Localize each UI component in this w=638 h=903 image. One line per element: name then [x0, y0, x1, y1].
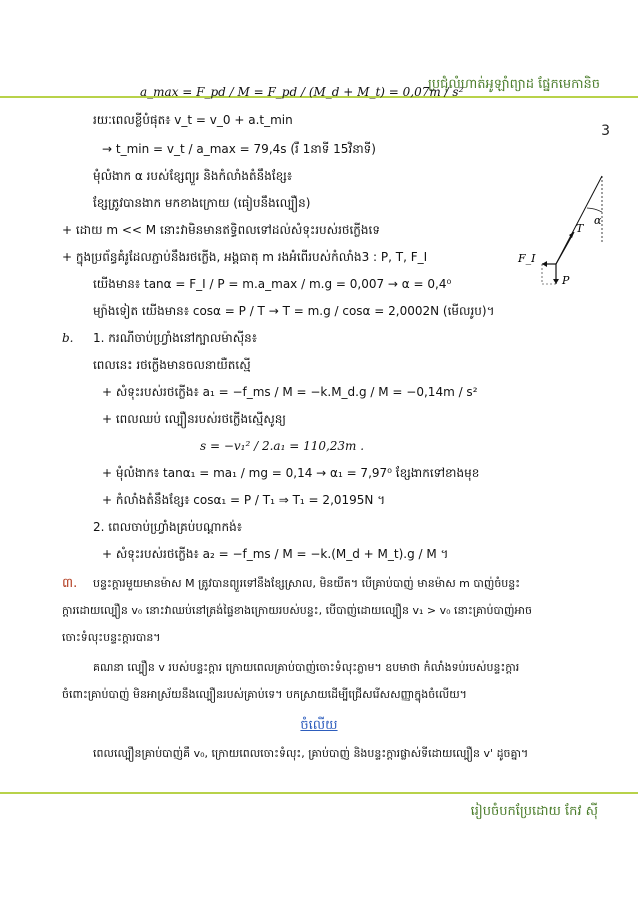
force-diagram [490, 172, 610, 292]
answer-line-1: ពេលល្បឿនគ្រាប់បាញ់គឺ v₀, ក្រោយពេលចោះទំលុះ, គ្រាប់បាញ់ និងបន្ទះក្ដារផ្លាស់ទីដោយល្បឿន v' ដូចគ្នា។ [93, 747, 529, 760]
problem-3-line-5: ចំពោះគ្រាប់បាញ់ មិនអាស្រ័យនឹងល្បឿនរបស់គ្រាប់ទេ។ បកស្រាយដើម្បីជ្រើសរើសសញ្ញាក្នុងចំលើយ។ [62, 688, 467, 701]
formula-a-max: a_max = F_pd / M = F_pd / (M_d + M_t) = 0,07m / s² [140, 85, 464, 99]
text-velocity-zero: + ពេលឈប់ ល្បឿនរបស់រថក្លើងស្មើសូន្យ [102, 412, 286, 426]
case-1-heading: 1. ករណីចាប់ហ្វ្រាំងនៅក្បាលម៉ាស៊ីន៖ [93, 331, 258, 345]
answer-heading: ចំលើយ [300, 718, 338, 733]
header-title: ប្រជុំលំហាត់អូឡាំព្យាដ ផ្នែកមេកានិច [428, 77, 600, 92]
weight-label: P [562, 274, 570, 287]
formula-a2: + សំទុះរបស់រថក្លើង៖ a₂ = −f_ms / M = −k.(M_d + M_t).g / M ។ [102, 547, 449, 561]
part-b-label: b. [62, 331, 74, 345]
formula-t1: + កំលាំងតំនឹងខ្សែ៖ cosα₁ = P / T₁ ⇒ T₁ = 2,0195N ។ [102, 493, 386, 507]
bullet-mass-negligible: + ដោយ m << M នោះវាមិនមានឥទ្ធិពលទៅដល់សំទុះរបស់រថក្លើងទេ [62, 223, 380, 237]
page-number: 3 [601, 123, 610, 139]
inertial-force-label: F_I [518, 252, 536, 265]
alpha-label: α [594, 214, 602, 227]
formula-alpha1: + មុំលំងាក៖ tanα₁ = ma₁ / mg = 0,14 → α₁ = 7,97⁰ ខ្សែងាកទៅខាងមុខ [102, 466, 480, 480]
bullet-forces: + ក្នុងប្រព័ន្ធគំរូដែលភ្ជាប់នឹងរថក្លើង, អង្គធាតុ m រងអំពើរបស់កំលាំង3 : P, T, F_I [62, 250, 428, 264]
problem-3-line-4: គណនា ល្បឿន v របស់បន្ទះក្ដារ ក្រោយពេលគ្រាប់បាញ់ចោះទំលុះភ្លាម។ ឧបមាថា កំលាំងទប់របស់បន្ទះក្ដារ [93, 661, 520, 674]
formula-tension: ម្យ៉ាងទៀត យើងមាន៖ cosα = P / T → T = m.g / cosα = 2,0002N (មើលរូប)។ [93, 304, 495, 318]
problem-3-line-2: ក្ដារដោយល្បឿន v₀ នោះវាឈប់នៅត្រង់ផ្ទៃខាងក្រោយរបស់បន្ទះ, បើបាញ់ដោយល្បឿន v₁ > v₀ នោះគ្រាប់បាញ់អាច [62, 604, 532, 617]
formula-tan-alpha: យើងមាន៖ tanα = F_I / P = m.a_max / m.g = 0,007 → α = 0,4⁰ [93, 277, 452, 291]
text-deflection-angle: មុំលំងាក α របស់ខ្សែព្យួរ និងកំលាំងតំនឹងខ្សែ៖ [93, 169, 293, 183]
text-uniform-deceleration: ពេលនេះ រថក្លើងមានចលនាយឺតស្មើ [93, 358, 251, 372]
footer-credit: រៀបចំបកប្រែដោយ កែវ ស៊ី [470, 804, 598, 819]
case-2-heading: 2. ពេលចាប់ហ្វ្រាំងគ្រប់បណ្ដាកង់៖ [93, 520, 242, 534]
text-shortest-time: រយៈពេលខ្លីបំផុត៖ v_t = v_0 + a.t_min [93, 113, 293, 127]
formula-a1: + សំទុះរបស់រថក្លើង៖ a₁ = −f_ms / M = −k.M_d.g / M = −0,14m / s² [102, 385, 478, 399]
weight-arrowhead [553, 279, 559, 284]
alpha-arc [587, 208, 602, 212]
formula-distance: s = −v₁² / 2.a₁ = 110,23m . [200, 439, 365, 453]
tension-label: T [576, 222, 584, 235]
problem-3-line-3: ចោះទំលុះបន្ទះក្ដារបាន។ [62, 631, 161, 644]
inertial-force-arrowhead [542, 261, 547, 267]
text-string-backward: ខ្សែត្រូវបានងាក មកខាងក្រោយ (ធៀបនឹងល្បឿន) [93, 196, 311, 210]
formula-t-min: → t_min = v_t / a_max = 79,4s (រឺ 1នាទី 15វិនាទី) [102, 142, 376, 156]
problem-3-line-1: បន្ទះក្ដារមួយមានម៉ាស M ត្រូវបានព្យួរទៅនឹងខ្សែស្រាល, មិនយឺត។ បើគ្រាប់បាញ់ មានម៉ាស m បាញ់ចំបន្ទះ [93, 577, 521, 590]
problem-3-number: ៣. [62, 576, 78, 591]
footer-divider [0, 792, 638, 794]
